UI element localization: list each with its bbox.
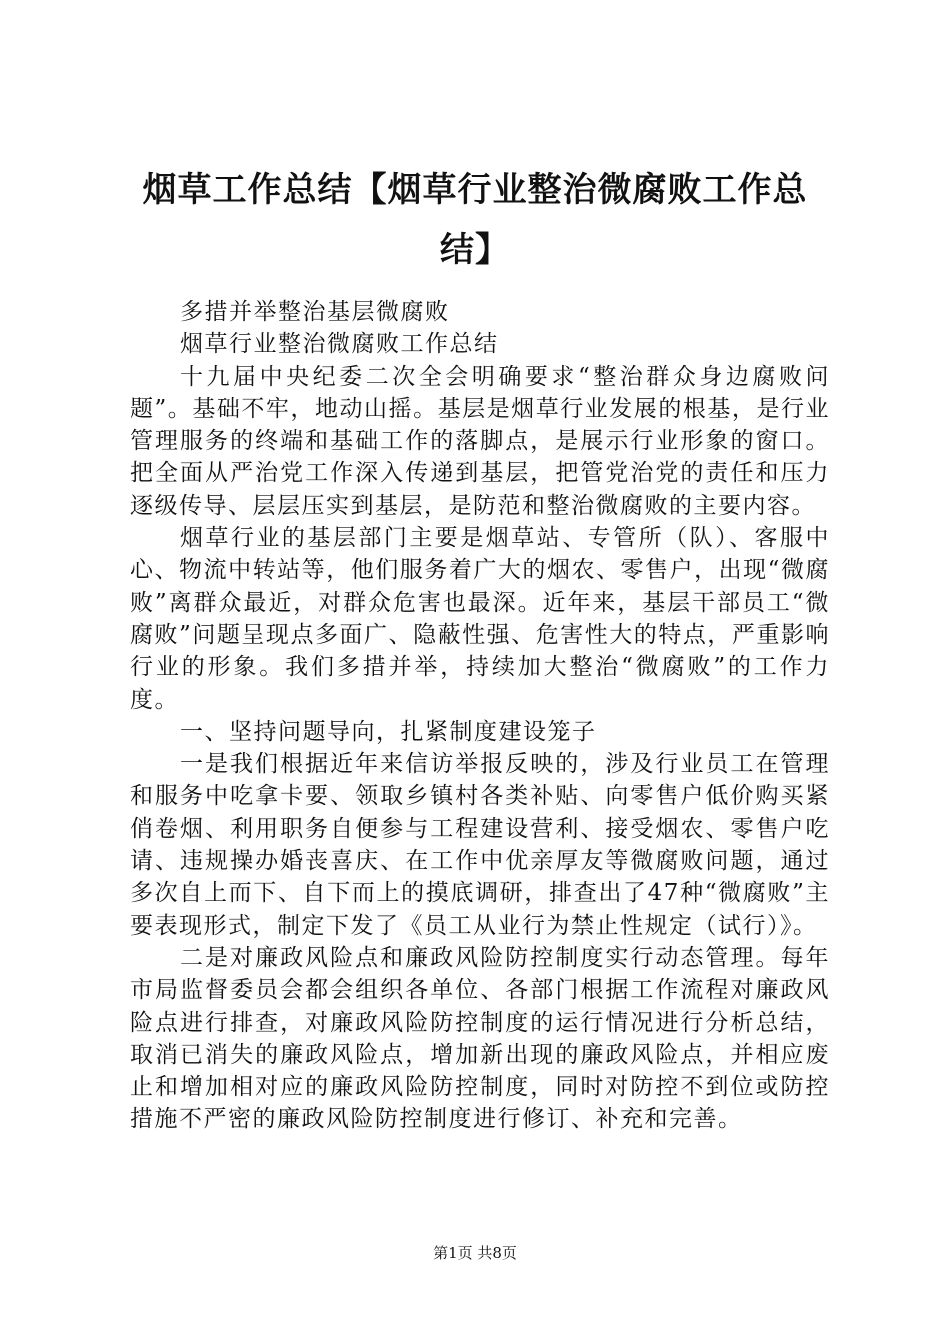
paragraph: 二是对廉政风险点和廉政风险防控制度实行动态管理。每年市局监督委员会都会组织各单位、各部门根据工作流程对廉政风险点进行排查，对廉政风险防控制度的运行情况进行分析总结，取消已消失的廉政风险点，增加新出现的廉政风险点，并相应废止和增加相对应的廉政风险防控制度，同时对防控不到位或防控措施不严密的廉政风险防控制度进行修订、补充和完善。 (130, 944, 830, 1133)
section-heading: 一、坚持问题导向，扎紧制度建设笼子 (180, 718, 597, 745)
paragraph: 一是我们根据近年来信访举报反映的，涉及行业员工在管理和服务中吃拿卡要、领取乡镇村各类补贴、向零售户低价购买紧俏卷烟、利用职务自便参与工程建设营利、接受烟农、零售户吃请、违规操办婚丧喜庆、在工作中优亲厚友等微腐败问题，通过多次自上而下、自下而上的摸底调研，排查出了47种“微腐败”主要表现形式，制定下发了《员工从业行为禁止性规定（试行）》。 (130, 751, 830, 939)
paragraph-subtitle: 多措并举整治基层微腐败 (180, 299, 450, 325)
document-body (130, 296, 830, 1136)
document-title: 烟草工作总结【烟草行业整治微腐败工作总结】 (142, 170, 808, 270)
page-footer: 第1页 共8页 (433, 1244, 517, 1262)
paragraph: 十九届中央纪委二次全会明确要求“整治群众身边腐败问题”。基础不牢，地动山摇。基层是烟草行业发展的根基，是行业管理服务的终端和基础工作的落脚点，是展示行业形象的窗口。把全面从严治党工作深入传递到基层，把管党治党的责任和压力逐级传导、层层压实到基层，是防范和整治微腐败的主要内容。 (130, 363, 830, 519)
paragraph-heading: 烟草行业整治微腐败工作总结 (180, 331, 499, 358)
paragraph: 烟草行业的基层部门主要是烟草站、专管所（队）、客服中心、物流中转站等，他们服务着广大的烟农、零售户，出现“微腐败”离群众最近，对群众危害也最深。近年来，基层干部员工“微腐败”问题呈现点多面广、隐蔽性强、危害性大的特点，严重影响行业的形象。我们多措并举，持续加大整治“微腐败”的工作力度。 (130, 525, 830, 713)
